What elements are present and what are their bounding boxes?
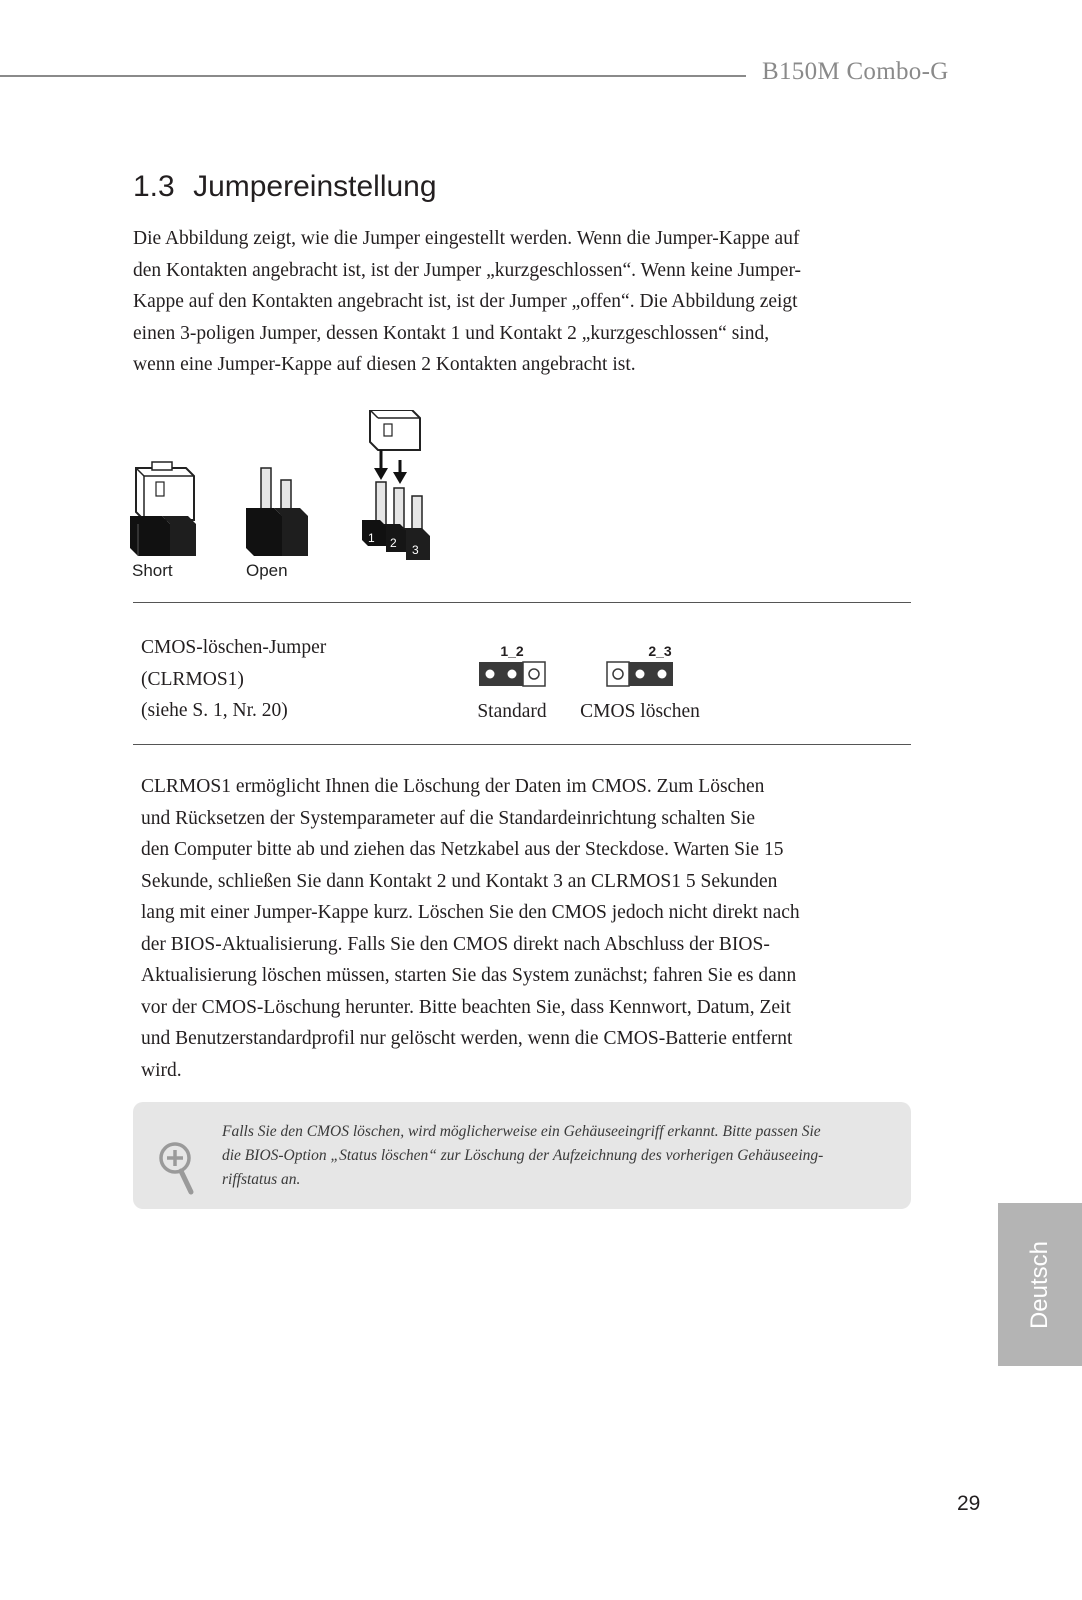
- description-line: den Computer bitte ab und ziehen das Netzkabel aus der Steckdose. Warten Sie 15: [141, 839, 784, 860]
- language-tab-label: Deutsch: [1026, 1240, 1053, 1329]
- caption-clear-cmos: CMOS löschen: [580, 701, 700, 722]
- open-label: Open: [246, 561, 288, 580]
- description-line: der BIOS-Aktualisierung. Falls Sie den CMOS direkt nach Abschluss der BIOS-: [141, 933, 770, 955]
- pin-label-1-2: 1_2: [500, 643, 524, 659]
- intro-paragraph: [133, 223, 801, 381]
- intro-line: einen 3-poligen Jumper, dessen Kontakt 1 und Kontakt 2 „kurzgeschlossen“ sind,: [133, 322, 770, 344]
- description-line: lang mit einer Jumper-Kappe kurz. Löschen Sie den CMOS jedoch nicht direkt nach: [141, 902, 800, 923]
- intro-line: Kappe auf den Kontakten angebracht ist, ist der Jumper „offen“. Die Abbildung zeigt: [133, 291, 798, 312]
- jumper-id: (CLRMOS1): [141, 668, 244, 690]
- note-text: [222, 1120, 823, 1192]
- page-number: 29: [957, 1492, 981, 1515]
- pin-number-1: 1: [368, 531, 375, 545]
- language-side-tab: [998, 1203, 1082, 1366]
- description-line: Aktualisierung löschen müssen, starten Sie das System zunächst; fahren Sie es dann: [141, 965, 797, 986]
- intro-line: Die Abbildung zeigt, wie die Jumper eingestellt werden. Wenn die Jumper-Kappe auf: [133, 228, 800, 249]
- description-paragraph: [141, 771, 800, 1086]
- table-top-rule: [133, 602, 911, 603]
- header-1-2-shorted-icon: [477, 660, 547, 688]
- header-2-3-shorted-icon: [605, 660, 675, 688]
- pin-number-3: 3: [412, 543, 419, 557]
- note-box: [133, 1102, 911, 1209]
- setting-standard: [462, 642, 562, 723]
- jumper-illustration: [128, 410, 458, 600]
- note-line: Falls Sie den CMOS löschen, wird möglicherweise ein Gehäuseeingriff erkannt. Bitte passen Sie: [222, 1123, 821, 1140]
- intro-line: wenn eine Jumper-Kappe auf diesen 2 Kontakten angebracht ist.: [133, 354, 636, 375]
- caption-standard: Standard: [477, 701, 547, 722]
- short-jumper-figure: [130, 462, 196, 556]
- description-line: vor der CMOS-Löschung herunter. Bitte beachten Sie, dass Kennwort, Datum, Zeit: [141, 996, 791, 1018]
- short-label: Short: [132, 561, 173, 580]
- intro-line: den Kontakten angebracht ist, ist der Jumper „kurzgeschlossen“. Wenn keine Jumper-: [133, 259, 802, 281]
- section-title: Jumpereinstellung: [193, 170, 437, 203]
- setting-clear-cmos: [575, 642, 705, 723]
- jumper-name: CMOS-löschen-Jumper: [141, 637, 327, 658]
- description-line: und Rücksetzen der Systemparameter auf die Standardeinrichtung schalten Sie: [141, 807, 756, 829]
- magnifier-plus-icon: [157, 1140, 197, 1196]
- header-rule: [0, 75, 746, 77]
- section-heading: [133, 170, 437, 204]
- header-model-title: B150M Combo-G: [762, 58, 949, 85]
- description-line: CLRMOS1 ermöglicht Ihnen die Löschung der Daten im CMOS. Zum Löschen: [141, 776, 765, 797]
- note-line: riffstatus an.: [222, 1171, 301, 1188]
- section-number: 1.3: [133, 170, 175, 203]
- jumper-reference: (siehe S. 1, Nr. 20): [141, 700, 288, 721]
- description-line: und Benutzerstandardprofil nur gelöscht werden, wenn die CMOS-Batterie entfernt: [141, 1028, 793, 1049]
- jumper-name-block: [141, 632, 326, 727]
- note-line: die BIOS-Option „Status löschen“ zur Löschung der Aufzeichnung des vorherigen Gehäuseeing-: [222, 1147, 824, 1164]
- table-bottom-rule: [133, 744, 911, 745]
- pin-label-2-3: 2_3: [648, 643, 672, 659]
- description-line: Sekunde, schließen Sie dann Kontakt 2 und Kontakt 3 an CLRMOS1 5 Sekunden: [141, 870, 778, 892]
- pin-number-2: 2: [390, 536, 397, 550]
- description-line: wird.: [141, 1059, 182, 1081]
- open-jumper-figure: [246, 468, 308, 556]
